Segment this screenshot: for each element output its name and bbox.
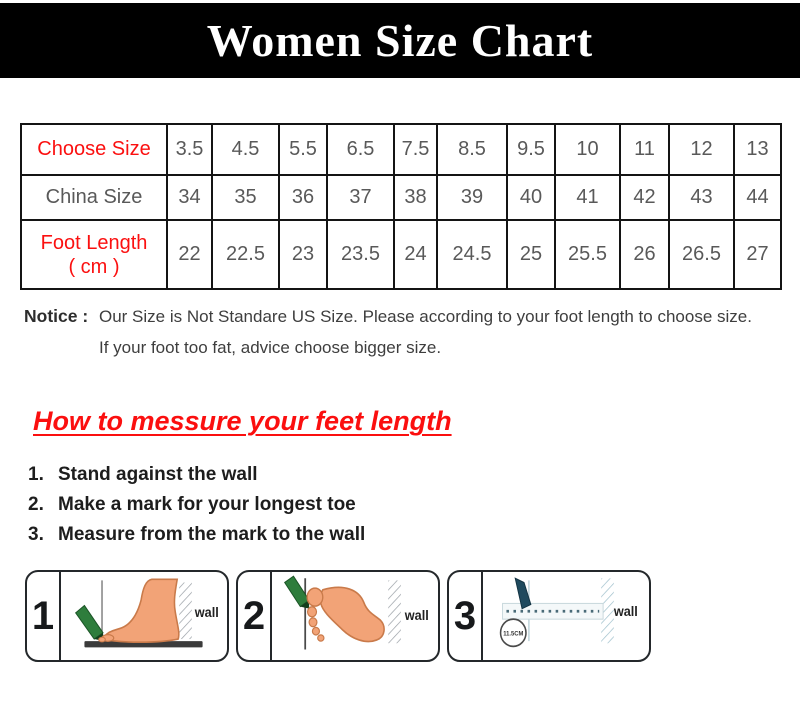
size-cell: 24.5 xyxy=(437,220,507,289)
toe xyxy=(318,635,324,641)
ruler-measure-icon xyxy=(483,572,649,660)
size-cell: 9.5 xyxy=(507,124,555,175)
toe xyxy=(308,607,317,617)
size-cell: 35 xyxy=(212,175,279,220)
notice-text xyxy=(99,301,752,363)
step-text: Make a mark for your longest toe xyxy=(58,494,356,515)
notice-block xyxy=(24,301,752,363)
size-cell: 3.5 xyxy=(167,124,212,175)
size-cell: 38 xyxy=(394,175,437,220)
figure-measure-to-wall xyxy=(447,570,651,662)
size-cell: 37 xyxy=(327,175,394,220)
ruler-band xyxy=(503,603,604,619)
size-cell: 40 xyxy=(507,175,555,220)
size-cell: 13 xyxy=(734,124,781,175)
size-cell: 5.5 xyxy=(279,124,327,175)
size-cell: 36 xyxy=(279,175,327,220)
size-cell: 8.5 xyxy=(437,124,507,175)
wall-label: wall xyxy=(613,603,638,620)
step-text: Stand against the wall xyxy=(58,464,258,485)
foot-shape xyxy=(103,579,179,642)
size-cell: 34 xyxy=(167,175,212,220)
wall-label: wall xyxy=(194,604,219,621)
footprint-top-view-icon xyxy=(272,572,438,660)
size-cell: 24 xyxy=(394,220,437,289)
table-row-choose-size xyxy=(21,124,781,175)
list-item xyxy=(28,464,365,485)
list-item xyxy=(28,494,365,515)
row-label-foot-length xyxy=(21,220,167,289)
table-row-foot-length xyxy=(21,220,781,289)
size-cell: 42 xyxy=(620,175,669,220)
step-text: Measure from the mark to the wall xyxy=(58,524,366,545)
wall-label: wall xyxy=(404,607,429,624)
notice-line-1: Our Size is Not Standare US Size. Please according to your foot length to choose size. xyxy=(99,307,752,326)
measure-heading: How to messure your feet length xyxy=(33,406,452,436)
size-cell: 6.5 xyxy=(327,124,394,175)
measurement-value-label: 11.5CM xyxy=(503,631,524,638)
size-cell: 25 xyxy=(507,220,555,289)
size-cell: 44 xyxy=(734,175,781,220)
size-cell: 26 xyxy=(620,220,669,289)
figure-number: 1 xyxy=(27,572,61,660)
toe xyxy=(312,627,319,635)
title-banner xyxy=(0,3,800,78)
size-cell: 25.5 xyxy=(555,220,620,289)
size-cell: 23.5 xyxy=(327,220,394,289)
list-item xyxy=(28,524,365,545)
figure-mark-longest-toe xyxy=(236,570,440,662)
size-cell: 26.5 xyxy=(669,220,734,289)
row-label-china-size: China Size xyxy=(21,175,167,220)
step-number: 3. xyxy=(28,524,44,545)
foot-sole-shape xyxy=(320,587,384,641)
size-cell: 43 xyxy=(669,175,734,220)
size-cell: 27 xyxy=(734,220,781,289)
figure-number: 3 xyxy=(449,572,483,660)
step-number: 1. xyxy=(28,464,44,485)
wall-hatch xyxy=(388,580,401,643)
notice-label: Notice : xyxy=(24,306,89,326)
green-pen-icon xyxy=(76,606,103,640)
foot-length-label-line1: Foot Length xyxy=(40,231,148,254)
step-number: 2. xyxy=(28,494,44,515)
foot-length-label-line2: ( cm ) xyxy=(68,255,120,278)
size-cell: 23 xyxy=(279,220,327,289)
size-cell: 4.5 xyxy=(212,124,279,175)
figure-number: 2 xyxy=(238,572,272,660)
size-chart-table xyxy=(20,123,782,290)
page-title: Women Size Chart xyxy=(206,15,594,66)
size-cell: 41 xyxy=(555,175,620,220)
toe xyxy=(99,637,106,642)
figure-stand-against-wall xyxy=(25,570,229,662)
size-cell: 11 xyxy=(620,124,669,175)
wall-hatch xyxy=(179,582,192,639)
toe xyxy=(309,618,317,627)
notice-line-2: If your foot too fat, advice choose bigger size. xyxy=(99,338,442,357)
measure-steps-list xyxy=(28,464,365,554)
size-cell: 12 xyxy=(669,124,734,175)
big-toe xyxy=(307,588,323,606)
size-cell: 22 xyxy=(167,220,212,289)
foot-side-view-icon xyxy=(61,572,227,660)
size-cell: 39 xyxy=(437,175,507,220)
row-label-choose-size: Choose Size xyxy=(21,124,167,175)
table-row-china-size xyxy=(21,175,781,220)
size-cell: 10 xyxy=(555,124,620,175)
measure-figures-row xyxy=(25,570,651,662)
size-cell: 22.5 xyxy=(212,220,279,289)
size-cell: 7.5 xyxy=(394,124,437,175)
